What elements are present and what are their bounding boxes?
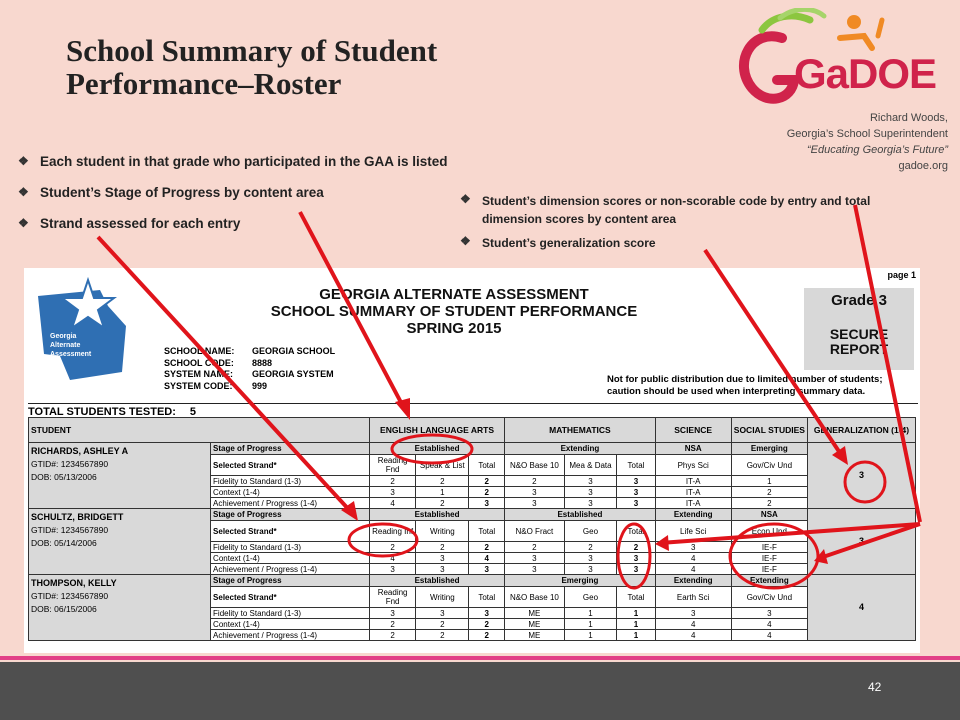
achievement-row-label: Achievement / Progress (1-4) xyxy=(211,498,370,509)
school-info xyxy=(164,346,335,392)
diamond-bullet-icon: ❖ xyxy=(460,234,471,248)
note-line2: caution should be used when interpreting summary data. xyxy=(607,386,866,397)
achievement-row-label: Achievement / Progress (1-4) xyxy=(211,630,370,641)
score-cell: 2 xyxy=(369,542,416,553)
strand-math-2: Mea & Data xyxy=(564,455,617,476)
score-cell: 3 xyxy=(564,476,617,487)
score-cell: 3 xyxy=(655,542,731,553)
score-cell: 3 xyxy=(564,564,617,575)
score-cell: 3 xyxy=(505,498,564,509)
distribution-note xyxy=(607,374,882,398)
stage-row xyxy=(29,509,916,521)
bullet-text: Student’s Stage of Progress by content area xyxy=(40,185,324,200)
bullet-item xyxy=(18,216,448,247)
fidelity-row-label: Fidelity to Standard (1-3) xyxy=(211,542,370,553)
stage-label: Stage of Progress xyxy=(211,443,370,455)
gtid-label: GTID#: xyxy=(31,525,59,535)
diamond-bullet-icon: ❖ xyxy=(18,154,29,168)
note-line1: Not for public distribution due to limited number of students; xyxy=(607,374,883,385)
score-cell: IT-A xyxy=(655,498,731,509)
roster-table xyxy=(28,417,916,641)
score-cell: 2 xyxy=(505,542,564,553)
strand-social: Econ Und xyxy=(731,521,807,542)
fidelity-row-label: Fidelity to Standard (1-3) xyxy=(211,476,370,487)
achievement-row-label: Achievement / Progress (1-4) xyxy=(211,564,370,575)
stage-math: Extending xyxy=(505,443,655,455)
score-cell: 4 xyxy=(369,553,416,564)
score-cell: 2 xyxy=(416,476,469,487)
report-page-number: page 1 xyxy=(887,270,916,280)
score-cell: 3 xyxy=(617,487,655,498)
student-cell xyxy=(29,443,211,509)
score-cell: 3 xyxy=(564,498,617,509)
strand-math-total: Total xyxy=(617,521,655,542)
school-name: GEORGIA SCHOOL xyxy=(252,346,336,356)
stage-ela: Established xyxy=(369,509,504,521)
total-students-label: TOTAL STUDENTS TESTED: xyxy=(28,406,176,418)
header-science: SCIENCE xyxy=(655,418,731,443)
bullets-right xyxy=(460,192,882,258)
dob-value: 05/14/2006 xyxy=(54,538,97,548)
header-math: MATHEMATICS xyxy=(505,418,655,443)
score-cell: 3 xyxy=(416,608,469,619)
strand-math-1: N&O Base 10 xyxy=(505,587,564,608)
strand-ela-1: Reading Fnd xyxy=(369,587,416,608)
strand-science: Phys Sci xyxy=(655,455,731,476)
score-cell: ME xyxy=(505,619,564,630)
score-cell: 3 xyxy=(505,487,564,498)
gtid-value: 1234567890 xyxy=(60,459,109,469)
bullets-left xyxy=(18,154,448,247)
stage-ela: Established xyxy=(369,443,504,455)
context-row-label: Context (1-4) xyxy=(211,487,370,498)
report-title-line1: GEORGIA ALTERNATE ASSESSMENT xyxy=(319,286,589,303)
header-student: STUDENT xyxy=(29,418,370,443)
student-cell xyxy=(29,509,211,575)
gaa-logo-line3: Assessment xyxy=(50,351,92,358)
report-image xyxy=(24,268,920,653)
score-cell: 2 xyxy=(469,487,505,498)
strand-ela-1: Reading Fnd xyxy=(369,455,416,476)
score-cell: 3 xyxy=(617,498,655,509)
score-cell: 3 xyxy=(617,564,655,575)
table-header-row xyxy=(29,418,916,443)
score-cell: 4 xyxy=(655,630,731,641)
report-title-line3: SPRING 2015 xyxy=(406,320,502,337)
score-cell: 1 xyxy=(617,608,655,619)
strand-label: Selected Strand* xyxy=(211,521,370,542)
strand-ela-2: Writing xyxy=(416,587,469,608)
score-cell: 4 xyxy=(655,553,731,564)
gtid-value: 1234567890 xyxy=(60,591,109,601)
score-cell: 3 xyxy=(369,564,416,575)
slide-title xyxy=(66,34,437,100)
gtid-label: GTID#: xyxy=(31,591,59,601)
bullet-text: Each student in that grade who participated in the GAA is listed xyxy=(40,154,448,169)
system-name: GEORGIA SYSTEM xyxy=(252,369,334,379)
stage-label: Stage of Progress xyxy=(211,509,370,521)
score-cell: 2 xyxy=(369,619,416,630)
strand-math-2: Geo xyxy=(564,521,617,542)
stage-math: Established xyxy=(505,509,655,521)
superintendent-slogan: “Educating Georgia’s Future” xyxy=(806,144,948,156)
score-cell: 3 xyxy=(617,476,655,487)
score-cell: 2 xyxy=(416,498,469,509)
strand-label: Selected Strand* xyxy=(211,455,370,476)
bullet-item xyxy=(18,154,448,185)
score-cell: 1 xyxy=(564,619,617,630)
header-ela: ENGLISH LANGUAGE ARTS xyxy=(369,418,504,443)
strand-science: Earth Sci xyxy=(655,587,731,608)
diamond-bullet-icon: ❖ xyxy=(460,192,471,206)
score-cell: 1 xyxy=(564,630,617,641)
diamond-bullet-icon: ❖ xyxy=(18,185,29,199)
superintendent-info xyxy=(787,110,948,174)
score-cell: 2 xyxy=(731,487,807,498)
score-cell: 3 xyxy=(564,487,617,498)
score-cell: 2 xyxy=(469,542,505,553)
dob-value: 05/13/2006 xyxy=(54,472,97,482)
score-cell: 2 xyxy=(469,630,505,641)
strand-ela-total: Total xyxy=(469,521,505,542)
bullet-text: Strand assessed for each entry xyxy=(40,216,241,231)
score-cell: ME xyxy=(505,630,564,641)
bullet-item xyxy=(460,234,882,252)
score-cell: 3 xyxy=(564,553,617,564)
strand-social: Gov/Civ Und xyxy=(731,455,807,476)
dob-value: 06/15/2006 xyxy=(54,604,97,614)
stage-social: Emerging xyxy=(731,443,807,455)
grade-box xyxy=(804,288,914,370)
score-cell: 3 xyxy=(416,564,469,575)
slide-title-line1: School Summary of Student xyxy=(66,33,438,68)
stage-social: Extending xyxy=(731,575,807,587)
strand-ela-1: Reading Inf xyxy=(369,521,416,542)
header-social: SOCIAL STUDIES xyxy=(731,418,807,443)
student-name: SCHULTZ, BRIDGETT xyxy=(31,512,124,522)
strand-math-2: Geo xyxy=(564,587,617,608)
stage-science: Extending xyxy=(655,509,731,521)
stage-ela: Established xyxy=(369,575,504,587)
score-cell: 1 xyxy=(416,487,469,498)
score-cell: 2 xyxy=(416,542,469,553)
stage-math: Emerging xyxy=(505,575,655,587)
score-cell: 3 xyxy=(369,487,416,498)
total-students-value: 5 xyxy=(189,406,197,418)
gaa-logo-line2: Alternate xyxy=(50,342,81,349)
generalization-score: 3 xyxy=(807,509,915,575)
student-name: RICHARDS, ASHLEY A xyxy=(31,446,129,456)
bullet-item xyxy=(18,185,448,216)
score-cell: 3 xyxy=(655,608,731,619)
score-cell: 1 xyxy=(564,608,617,619)
secure-line1: SECURE xyxy=(829,326,889,342)
diamond-bullet-icon: ❖ xyxy=(18,216,29,230)
school-name-label: SCHOOL NAME: xyxy=(164,346,235,356)
stage-science: NSA xyxy=(655,443,731,455)
strand-ela-total: Total xyxy=(469,455,505,476)
score-cell: 1 xyxy=(731,476,807,487)
score-cell: IT-A xyxy=(655,487,731,498)
score-cell: 4 xyxy=(731,619,807,630)
report-title xyxy=(234,286,674,337)
strand-math-total: Total xyxy=(617,455,655,476)
gaa-logo xyxy=(30,276,142,388)
stage-social: NSA xyxy=(731,509,807,521)
score-cell: IE-F xyxy=(731,553,807,564)
score-cell: 2 xyxy=(416,619,469,630)
strand-social: Gov/Civ Und xyxy=(731,587,807,608)
dob-label: DOB: xyxy=(31,604,52,614)
score-cell: 2 xyxy=(617,542,655,553)
bullet-item xyxy=(460,192,882,228)
dob-label: DOB: xyxy=(31,472,52,482)
gaa-logo-line1: Georgia xyxy=(50,333,77,340)
score-cell: 3 xyxy=(731,608,807,619)
score-cell: 3 xyxy=(416,553,469,564)
strand-math-1: N&O Base 10 xyxy=(505,455,564,476)
school-code-label: SCHOOL CODE: xyxy=(164,357,234,368)
student-cell xyxy=(29,575,211,641)
score-cell: 1 xyxy=(617,619,655,630)
grade-label: Grade 3 xyxy=(831,292,887,309)
secure-line2: REPORT xyxy=(829,341,889,357)
score-cell: 2 xyxy=(416,630,469,641)
superintendent-site: gadoe.org xyxy=(898,160,948,172)
score-cell: 3 xyxy=(617,553,655,564)
score-cell: 2 xyxy=(731,498,807,509)
score-cell: 4 xyxy=(369,498,416,509)
generalization-score: 4 xyxy=(807,575,915,641)
stage-row xyxy=(29,575,916,587)
score-cell: 4 xyxy=(655,564,731,575)
strand-label: Selected Strand* xyxy=(211,587,370,608)
strand-ela-2: Speak & List xyxy=(416,455,469,476)
context-row-label: Context (1-4) xyxy=(211,619,370,630)
score-cell: 2 xyxy=(369,630,416,641)
score-cell: 2 xyxy=(369,476,416,487)
context-row-label: Context (1-4) xyxy=(211,553,370,564)
report-title-line2: SCHOOL SUMMARY OF STUDENT PERFORMANCE xyxy=(270,303,638,320)
gadoe-logo-text: GaDOE xyxy=(794,50,937,97)
fidelity-row-label: Fidelity to Standard (1-3) xyxy=(211,608,370,619)
stage-row xyxy=(29,443,916,455)
system-code: 999 xyxy=(252,380,268,391)
system-code-label: SYSTEM CODE: xyxy=(164,380,233,391)
superintendent-name: Richard Woods, xyxy=(869,112,948,124)
gadoe-logo xyxy=(732,8,954,108)
superintendent-role: Georgia’s School Superintendent xyxy=(786,128,948,140)
score-cell: 4 xyxy=(731,630,807,641)
slide-footer xyxy=(0,662,960,720)
total-students xyxy=(28,403,918,418)
header-generalization: GENERALIZATION (1-4) xyxy=(807,418,915,443)
score-cell: 4 xyxy=(469,553,505,564)
strand-math-total: Total xyxy=(617,587,655,608)
slide-title-line2: Performance–Roster xyxy=(66,66,342,101)
score-cell: IE-F xyxy=(731,542,807,553)
student-name: THOMPSON, KELLY xyxy=(31,578,117,588)
score-cell: 1 xyxy=(617,630,655,641)
score-cell: 2 xyxy=(469,476,505,487)
score-cell: 3 xyxy=(469,498,505,509)
score-cell: 3 xyxy=(505,553,564,564)
generalization-score: 3 xyxy=(807,443,915,509)
score-cell: 3 xyxy=(469,608,505,619)
dob-label: DOB: xyxy=(31,538,52,548)
score-cell: 2 xyxy=(469,619,505,630)
gtid-value: 1234567890 xyxy=(60,525,109,535)
score-cell: 4 xyxy=(655,619,731,630)
strand-ela-2: Writing xyxy=(416,521,469,542)
score-cell: 2 xyxy=(505,476,564,487)
strand-math-1: N&O Fract xyxy=(505,521,564,542)
slide-page-number: 42 xyxy=(868,680,882,694)
score-cell: 3 xyxy=(505,564,564,575)
gtid-label: GTID#: xyxy=(31,459,59,469)
score-cell: 3 xyxy=(469,564,505,575)
stage-label: Stage of Progress xyxy=(211,575,370,587)
stage-science: Extending xyxy=(655,575,731,587)
school-code: 8888 xyxy=(252,357,273,368)
score-cell: IE-F xyxy=(731,564,807,575)
strand-science: Life Sci xyxy=(655,521,731,542)
system-name-label: SYSTEM NAME: xyxy=(164,369,234,379)
score-cell: IT-A xyxy=(655,476,731,487)
bullet-text: Student’s dimension scores or non-scorable code by entry and total dimension scores by content area xyxy=(482,194,871,226)
score-cell: 3 xyxy=(369,608,416,619)
score-cell: 2 xyxy=(564,542,617,553)
strand-ela-total: Total xyxy=(469,587,505,608)
score-cell: ME xyxy=(505,608,564,619)
bullet-text: Student’s generalization score xyxy=(482,236,656,250)
accent-bar xyxy=(0,656,960,660)
